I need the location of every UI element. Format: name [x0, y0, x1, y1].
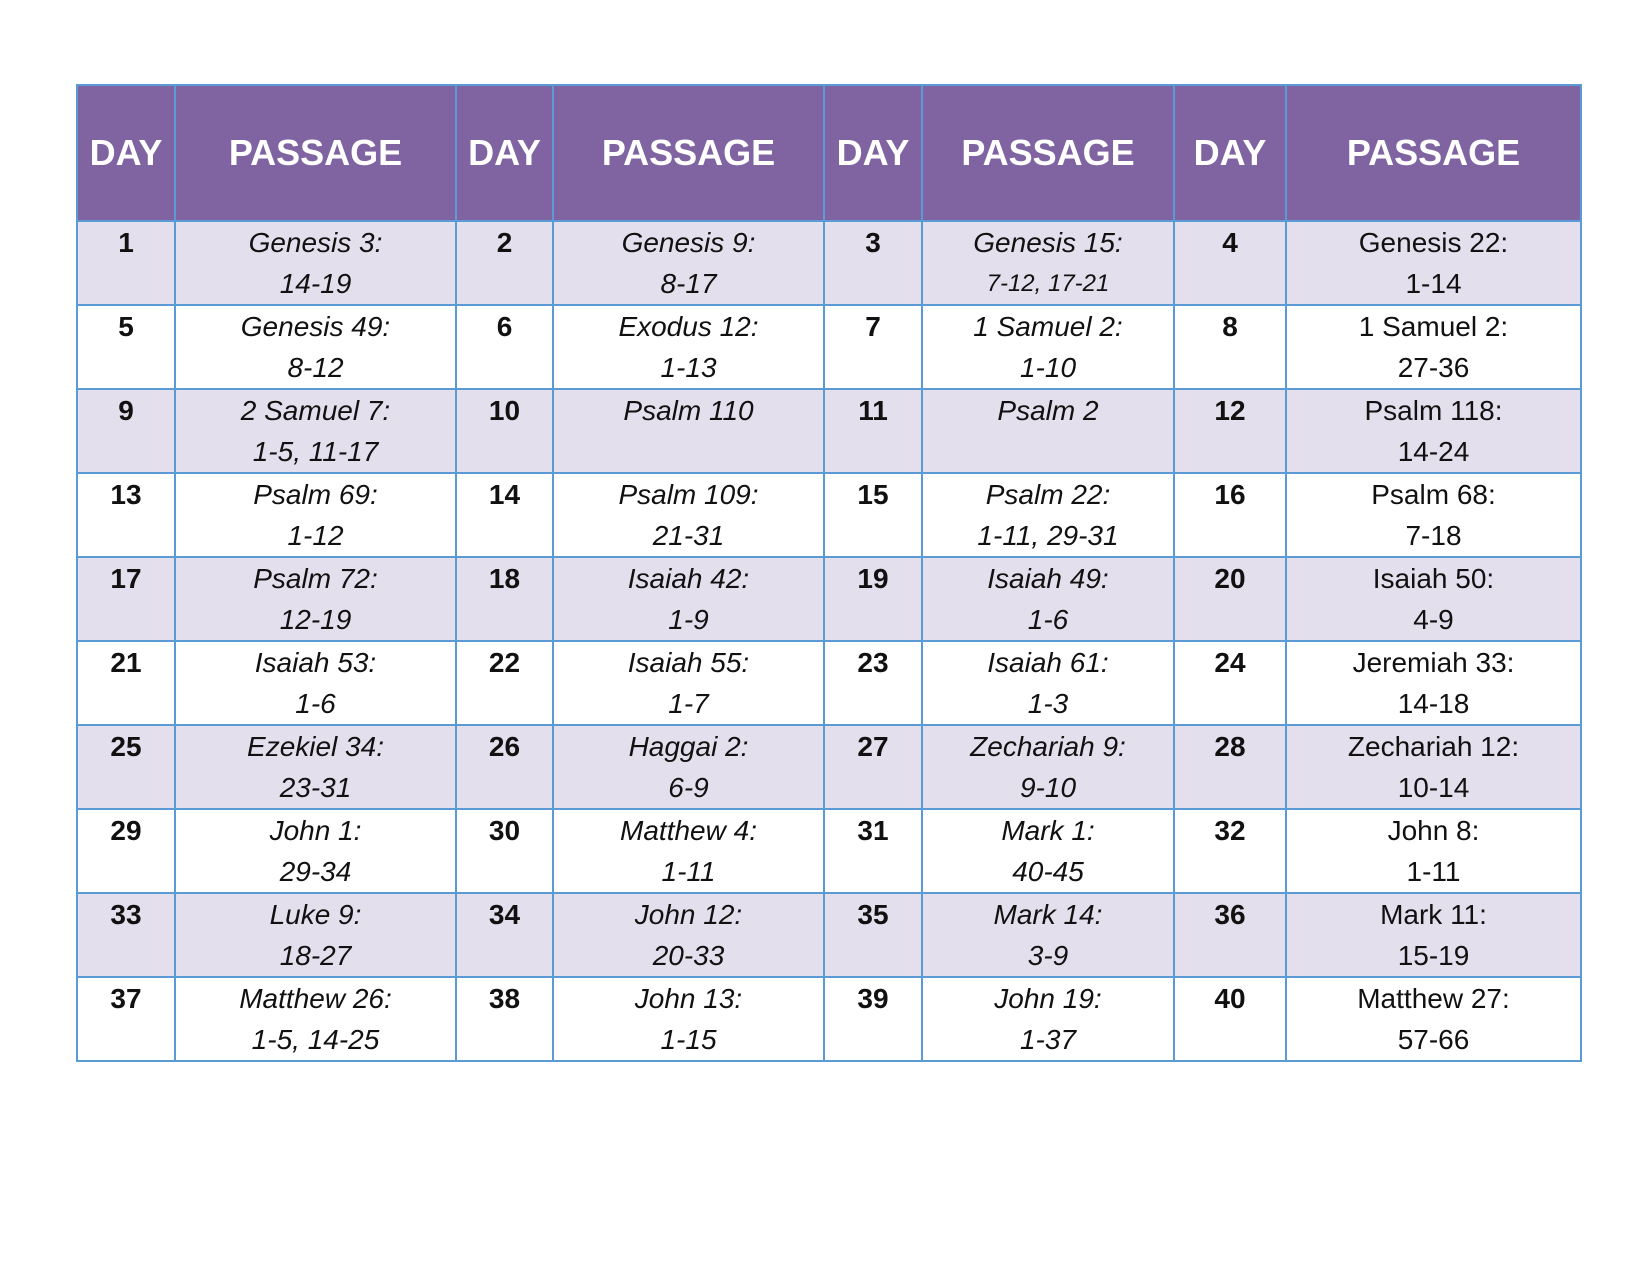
passage-verses: 7-12, 17-21: [986, 270, 1110, 297]
passage-book: Genesis 22:: [1358, 227, 1509, 258]
passage-cell: [922, 893, 1174, 977]
passage-book: Matthew 26:: [239, 983, 392, 1014]
passage-book: Psalm 22:: [985, 479, 1111, 510]
passage-cell: [175, 473, 456, 557]
day-cell: 10: [456, 389, 553, 473]
table-row: [77, 389, 1581, 473]
passage-cell: [922, 641, 1174, 725]
passage-verses: 14-24: [1397, 436, 1470, 467]
passage-verses: 27-36: [1397, 352, 1470, 383]
table-row: [77, 305, 1581, 389]
day-cell: 35: [824, 893, 922, 977]
passage-verses: 1-3: [1027, 688, 1069, 719]
passage-book: Psalm 69:: [253, 479, 378, 510]
passage-verses: 1-9: [668, 604, 709, 635]
passage-book: Isaiah 42:: [627, 563, 750, 594]
passage-book: Psalm 110: [623, 395, 754, 426]
table-row: [77, 473, 1581, 557]
day-cell: 18: [456, 557, 553, 641]
passage-verses: 21-31: [652, 520, 725, 551]
passage-verses: 20-33: [652, 940, 725, 971]
day-cell: 2: [456, 221, 553, 305]
passage-verses: 1-6: [1027, 604, 1069, 635]
passage-book: Isaiah 61:: [987, 647, 1109, 678]
passage-cell: [553, 977, 824, 1061]
passage-cell: [1286, 389, 1581, 473]
table-row: [77, 725, 1581, 809]
day-cell: 40: [1174, 977, 1286, 1061]
passage-verses: 1-11: [1406, 856, 1461, 887]
passage-verses: 14-19: [279, 268, 352, 299]
day-cell: 3: [824, 221, 922, 305]
day-cell: 36: [1174, 893, 1286, 977]
passage-book: Isaiah 55:: [627, 647, 750, 678]
passage-verses: 15-19: [1397, 940, 1470, 971]
passage-cell: [553, 221, 824, 305]
passage-header: PASSAGE: [553, 85, 824, 221]
day-cell: 30: [456, 809, 553, 893]
day-cell: 22: [456, 641, 553, 725]
passage-verses: 8-12: [287, 352, 344, 383]
passage-book: Psalm 2: [997, 395, 1099, 426]
passage-cell: [922, 221, 1174, 305]
passage-book: 2 Samuel 7:: [240, 395, 391, 426]
day-cell: 20: [1174, 557, 1286, 641]
passage-verses: 9-10: [1019, 772, 1077, 803]
day-header: DAY: [77, 85, 175, 221]
passage-verses: 1-10: [1019, 352, 1077, 383]
passage-cell: [175, 389, 456, 473]
table-header: [77, 85, 1581, 221]
day-cell: 32: [1174, 809, 1286, 893]
passage-book: Haggai 2:: [628, 731, 749, 762]
day-cell: 19: [824, 557, 922, 641]
table-row: [77, 641, 1581, 725]
passage-book: Luke 9:: [269, 899, 362, 930]
passage-verses: 1-13: [660, 352, 717, 383]
passage-cell: [175, 557, 456, 641]
passage-book: John 12:: [634, 899, 743, 930]
passage-cell: [1286, 473, 1581, 557]
day-cell: 5: [77, 305, 175, 389]
passage-verses: 4-9: [1413, 604, 1454, 635]
passage-verses: 23-31: [279, 772, 352, 803]
passage-verses: 1-11: [661, 856, 716, 887]
table-body: [77, 221, 1581, 1061]
passage-header: PASSAGE: [1286, 85, 1581, 221]
passage-cell: [922, 389, 1174, 473]
day-cell: 37: [77, 977, 175, 1061]
day-cell: 26: [456, 725, 553, 809]
passage-cell: [553, 473, 824, 557]
passage-header: PASSAGE: [922, 85, 1174, 221]
passage-book: Psalm 109:: [618, 479, 759, 510]
passage-verses: 10-14: [1397, 772, 1470, 803]
table-row: [77, 977, 1581, 1061]
passage-verses: 14-18: [1397, 688, 1470, 719]
passage-book: Zechariah 9:: [970, 731, 1126, 762]
passage-book: Mark 11:: [1380, 899, 1487, 930]
day-cell: 11: [824, 389, 922, 473]
passage-verses: 1-37: [1019, 1024, 1077, 1055]
day-cell: 6: [456, 305, 553, 389]
passage-book: Matthew 4:: [620, 815, 757, 846]
passage-cell: [1286, 557, 1581, 641]
reading-plan-table: [76, 84, 1582, 1062]
day-cell: 13: [77, 473, 175, 557]
passage-verses: 1-7: [668, 688, 709, 719]
header-row: [77, 85, 1581, 221]
day-cell: 27: [824, 725, 922, 809]
day-cell: 28: [1174, 725, 1286, 809]
passage-cell: [175, 221, 456, 305]
day-cell: 16: [1174, 473, 1286, 557]
passage-verses: 40-45: [1012, 856, 1084, 887]
passage-book: Matthew 27:: [1357, 983, 1510, 1014]
passage-cell: [175, 305, 456, 389]
passage-book: John 19:: [994, 983, 1102, 1014]
passage-cell: [922, 305, 1174, 389]
passage-verses: 1-6: [295, 688, 336, 719]
day-cell: 9: [77, 389, 175, 473]
passage-book: John 8:: [1387, 815, 1480, 846]
day-cell: 34: [456, 893, 553, 977]
passage-book: Psalm 72:: [253, 563, 378, 594]
passage-verses: 7-18: [1405, 520, 1462, 551]
passage-verses: 1-5, 11-17: [252, 436, 379, 467]
day-cell: 12: [1174, 389, 1286, 473]
passage-cell: [553, 641, 824, 725]
passage-cell: [175, 809, 456, 893]
passage-cell: [922, 473, 1174, 557]
passage-book: Genesis 3:: [248, 227, 383, 258]
day-cell: 38: [456, 977, 553, 1061]
passage-cell: [553, 389, 824, 473]
day-cell: 29: [77, 809, 175, 893]
passage-book: Genesis 9:: [621, 227, 756, 258]
day-header: DAY: [824, 85, 922, 221]
passage-cell: [1286, 305, 1581, 389]
passage-cell: [175, 893, 456, 977]
day-cell: 21: [77, 641, 175, 725]
day-cell: 24: [1174, 641, 1286, 725]
passage-cell: [922, 809, 1174, 893]
day-cell: 15: [824, 473, 922, 557]
passage-book: Isaiah 49:: [987, 563, 1109, 594]
passage-book: Mark 1:: [1001, 815, 1095, 846]
passage-book: Genesis 49:: [240, 311, 391, 342]
passage-cell: [553, 305, 824, 389]
passage-cell: [922, 557, 1174, 641]
day-cell: 39: [824, 977, 922, 1061]
passage-cell: [1286, 809, 1581, 893]
passage-cell: [553, 725, 824, 809]
day-header: DAY: [1174, 85, 1286, 221]
table-row: [77, 893, 1581, 977]
day-cell: 1: [77, 221, 175, 305]
passage-cell: [175, 977, 456, 1061]
table-row: [77, 221, 1581, 305]
passage-verses: 6-9: [668, 772, 709, 803]
day-cell: 23: [824, 641, 922, 725]
passage-verses: 3-9: [1027, 940, 1069, 971]
passage-cell: [1286, 221, 1581, 305]
table-row: [77, 557, 1581, 641]
passage-book: Genesis 15:: [973, 227, 1123, 258]
passage-cell: [1286, 641, 1581, 725]
passage-verses: 1-14: [1405, 268, 1462, 299]
day-cell: 8: [1174, 305, 1286, 389]
day-cell: 7: [824, 305, 922, 389]
passage-book: 1 Samuel 2:: [1358, 311, 1509, 342]
passage-verses: 1-11, 29-31: [977, 520, 1119, 551]
passage-header: PASSAGE: [175, 85, 456, 221]
passage-book: John 13:: [634, 983, 743, 1014]
passage-verses: 8-17: [660, 268, 717, 299]
passage-book: John 1:: [269, 815, 362, 846]
passage-book: Isaiah 50:: [1372, 563, 1495, 594]
passage-book: Ezekiel 34:: [247, 731, 384, 762]
passage-book: Mark 14:: [993, 899, 1103, 930]
passage-cell: [1286, 893, 1581, 977]
passage-cell: [175, 641, 456, 725]
passage-book: Isaiah 53:: [254, 647, 377, 678]
passage-book: Psalm 118:: [1364, 395, 1503, 426]
table-row: [77, 809, 1581, 893]
passage-cell: [922, 977, 1174, 1061]
day-cell: 17: [77, 557, 175, 641]
passage-verses: 18-27: [279, 940, 352, 971]
day-cell: 33: [77, 893, 175, 977]
passage-book: Jeremiah 33:: [1352, 647, 1515, 678]
passage-cell: [553, 893, 824, 977]
passage-cell: [175, 725, 456, 809]
passage-verses: 29-34: [279, 856, 352, 887]
day-cell: 31: [824, 809, 922, 893]
passage-book: Zechariah 12:: [1347, 731, 1520, 762]
day-cell: 4: [1174, 221, 1286, 305]
passage-cell: [1286, 977, 1581, 1061]
day-cell: 25: [77, 725, 175, 809]
passage-book: Psalm 68:: [1371, 479, 1496, 510]
passage-verses: 1-12: [287, 520, 344, 551]
day-header: DAY: [456, 85, 553, 221]
passage-cell: [553, 809, 824, 893]
passage-verses: 1-5, 14-25: [251, 1024, 380, 1055]
day-cell: 14: [456, 473, 553, 557]
passage-cell: [553, 557, 824, 641]
passage-verses: 57-66: [1397, 1024, 1470, 1055]
passage-book: Exodus 12:: [618, 311, 759, 342]
passage-verses: 12-19: [279, 604, 352, 635]
passage-cell: [1286, 725, 1581, 809]
passage-cell: [922, 725, 1174, 809]
passage-book: 1 Samuel 2:: [973, 311, 1123, 342]
passage-verses: 1-15: [660, 1024, 717, 1055]
